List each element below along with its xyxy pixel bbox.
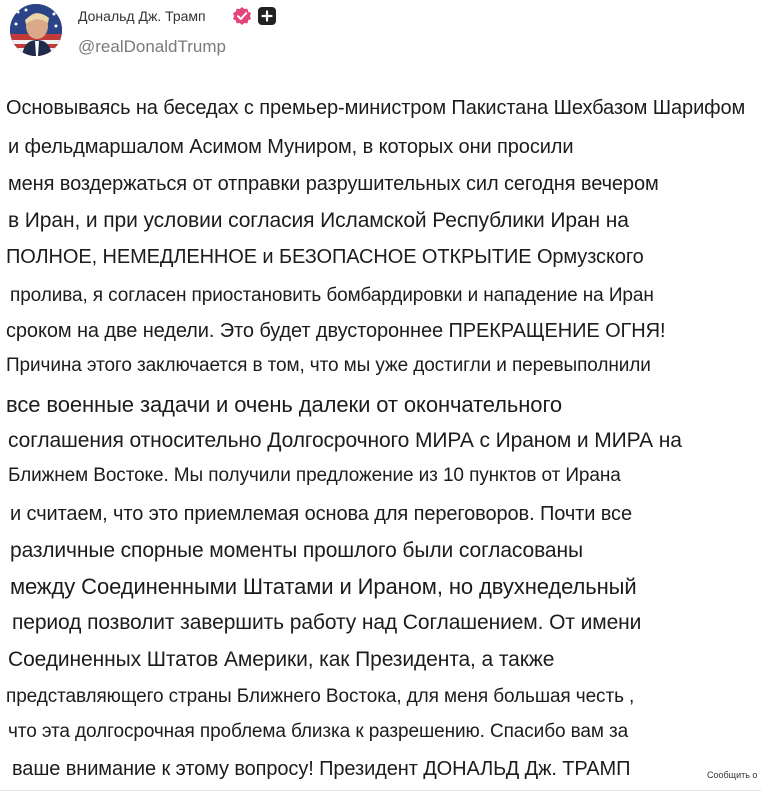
post-line: и фельдмаршалом Асимом Муниром, в которых они просили [8, 136, 574, 158]
post-line: пролива, я согласен приостановить бомбардировки и нападение на Иран [10, 285, 654, 306]
post-header [0, 0, 761, 70]
post-line: Ближнем Востоке. Мы получили предложение из 10 пунктов от Ирана [8, 465, 621, 486]
report-link[interactable]: Сообщить о [700, 766, 761, 784]
post-line: все военные задачи и очень далеки от окончательного [6, 392, 563, 417]
post-line: что эта долгосрочная проблема близка к разрешению. Спасибо вам за [8, 721, 629, 742]
avatar[interactable] [10, 4, 62, 56]
post-line: сроком на две недели. Это будет двустороннее ПРЕКРАЩЕНИЕ ОГНЯ! [6, 320, 666, 342]
post-line: Соединенных Штатов Америки, как Президента, а также [8, 648, 555, 671]
post-line: Основываясь на беседах с премьер-министром Пакистана Шехбазом Шарифом [6, 97, 746, 119]
post-line: меня воздержаться от отправки разрушительных сил сегодня вечером [8, 173, 659, 195]
post-line: Причина этого заключается в том, что мы уже достигли и перевыполнили [6, 355, 651, 376]
post-line: ПОЛНОЕ, НЕМЕДЛЕННОЕ и БЕЗОПАСНОЕ ОТКРЫТИЕ Ормузского [6, 246, 644, 268]
verified-badge-icon [232, 6, 252, 26]
post-line: различные спорные моменты прошлого были согласованы [10, 539, 584, 562]
avatar-image [10, 4, 62, 56]
plus-icon[interactable] [258, 7, 276, 25]
post-line: представляющего страны Ближнего Востока, для меня большая честь , [6, 686, 635, 707]
post-line: соглашения относительно Долгосрочного МИРА с Ираном и МИРА на [8, 429, 682, 452]
author-handle[interactable]: @realDonaldTrump [78, 37, 226, 56]
post-line: в Иран, и при условии согласия Исламской Республики Иран на [8, 209, 629, 232]
post-line: между Соединенными Штатами и Ираном, но двухнедельный [10, 574, 637, 599]
post-line: и считаем, что это приемлемая основа для переговоров. Почти все [10, 503, 632, 525]
post-line: период позволит завершить работу над Соглашением. От имени [12, 611, 642, 634]
author-name[interactable]: Дональд Дж. Трамп [78, 8, 206, 24]
post-line: ваше внимание к этому вопросу! Президент ДОНАЛЬД Дж. ТРАМП [12, 758, 631, 780]
divider [0, 790, 761, 791]
